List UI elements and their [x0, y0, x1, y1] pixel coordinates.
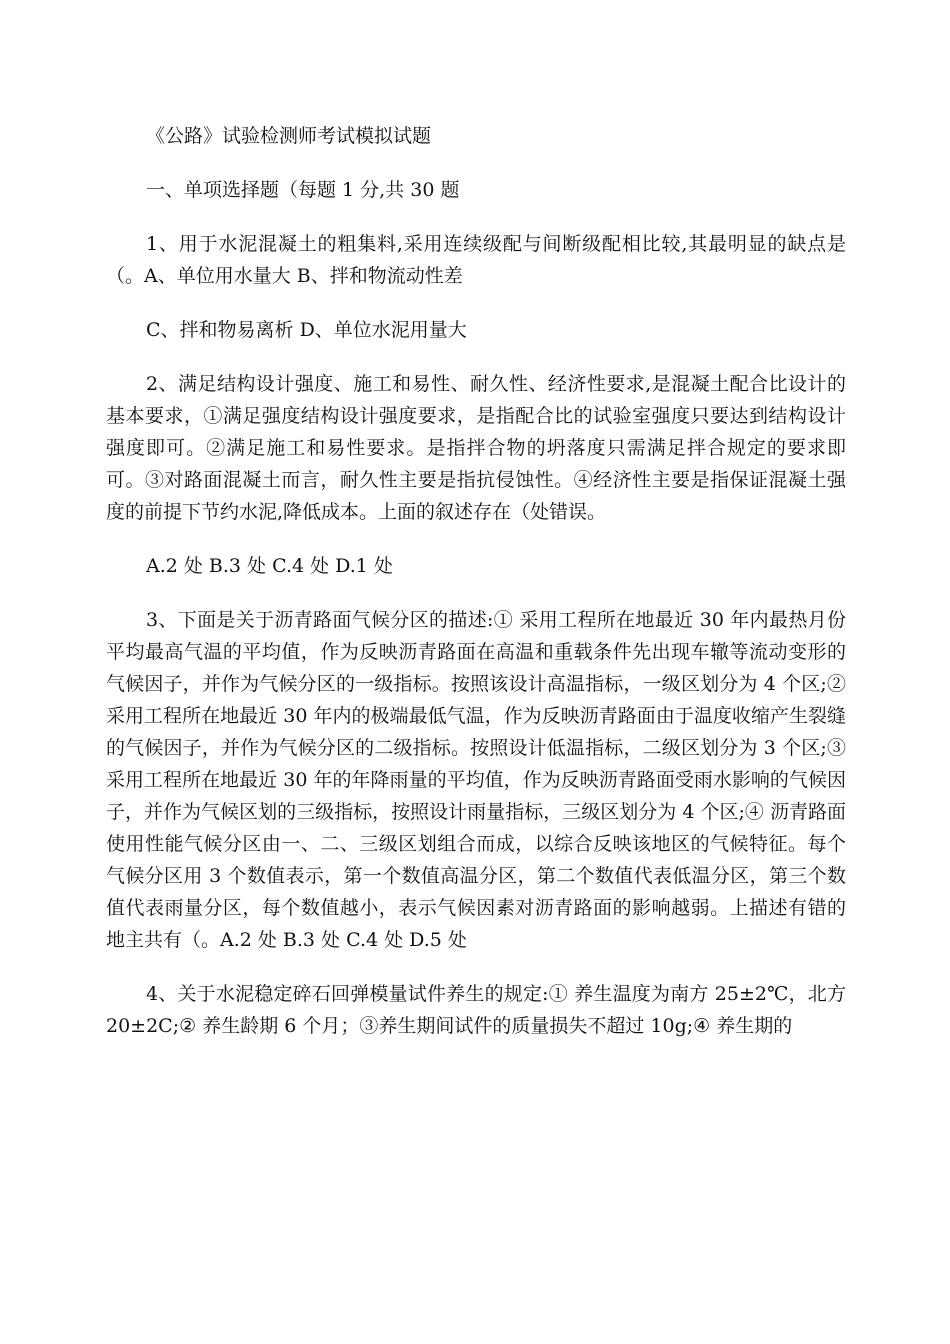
document-body: [106, 120, 846, 1042]
question-2-stem: 2、满足结构设计强度、施工和易性、耐久性、经济性要求,是混凝土配合比设计的基本要求，①满足强度结构设计强度要求，是指配合比的试验室强度只要达到结构设计强度即可。②满足施工和易性要求。是指拌合物的坍落度只需满足拌合规定的要求即可。③对路面混凝土而言，耐久性主要是指抗侵蚀性。④经济性主要是指保证混凝土强度的前提下节约水泥,降低成本。上面的叙述存在（处错误。: [106, 373, 846, 523]
document-title: 《公路》试验检测师考试模拟试题: [146, 125, 432, 147]
section-heading: 一、单项选择题（每题 1 分,共 30 题: [146, 179, 460, 201]
question-1-options: C、拌和物易离析 D、单位水泥用量大: [146, 319, 467, 341]
question-2-options: A.2 处 B.3 处 C.4 处 D.1 处: [146, 555, 393, 577]
question-4-stem: 4、关于水泥稳定碎石回弹模量试件养生的规定:① 养生温度为南方 25±2℃，北方 20±2C;② 养生龄期 6 个月；③养生期间试件的质量损失不超过 10g;④ 养生期的: [106, 983, 846, 1037]
question-3-stem: 3、下面是关于沥青路面气候分区的描述:① 采用工程所在地最近 30 年内最热月份平均最高气温的平均值，作为反映沥青路面在高温和重载条件先出现车辙等流动变形的气候因子，并作为气候分区的一级指标。按照该设计高温指标，一级区划分为 4 个区;② 采用工程所在地最近 30 年内的极端最低气温，作为反映沥青路面由于温度收缩产生裂缝的气候因子，并作为气候分区的二级指标。按照设计低温指标，二级区划分为 3 个区;③ 采用工程所在地最近 30 年的年降雨量的平均值，作为反映沥青路面受雨水影响的气候因子，并作为气候区划的三级指标，按照设计雨量指标，三级区划分为 4 个区;④ 沥青路面使用性能气候分区由一、二、三级区划组合而成，以综合反映该地区的气候特征。每个气候分区用 3 个数值表示，第一个数值高温分区，第二个数值代表低温分区，第三个数值代表雨量分区，每个数值越小，表示气候因素对沥青路面的影响越弱。上描述有错的地主共有（。A.2 处 B.3 处 C.4 处 D.5 处: [106, 609, 846, 951]
question-1-stem: 1、用于水泥混凝土的粗集料,采用连续级配与间断级配相比较,其最明显的缺点是（。A、单位用水量大 B、拌和物流动性差: [106, 233, 846, 287]
